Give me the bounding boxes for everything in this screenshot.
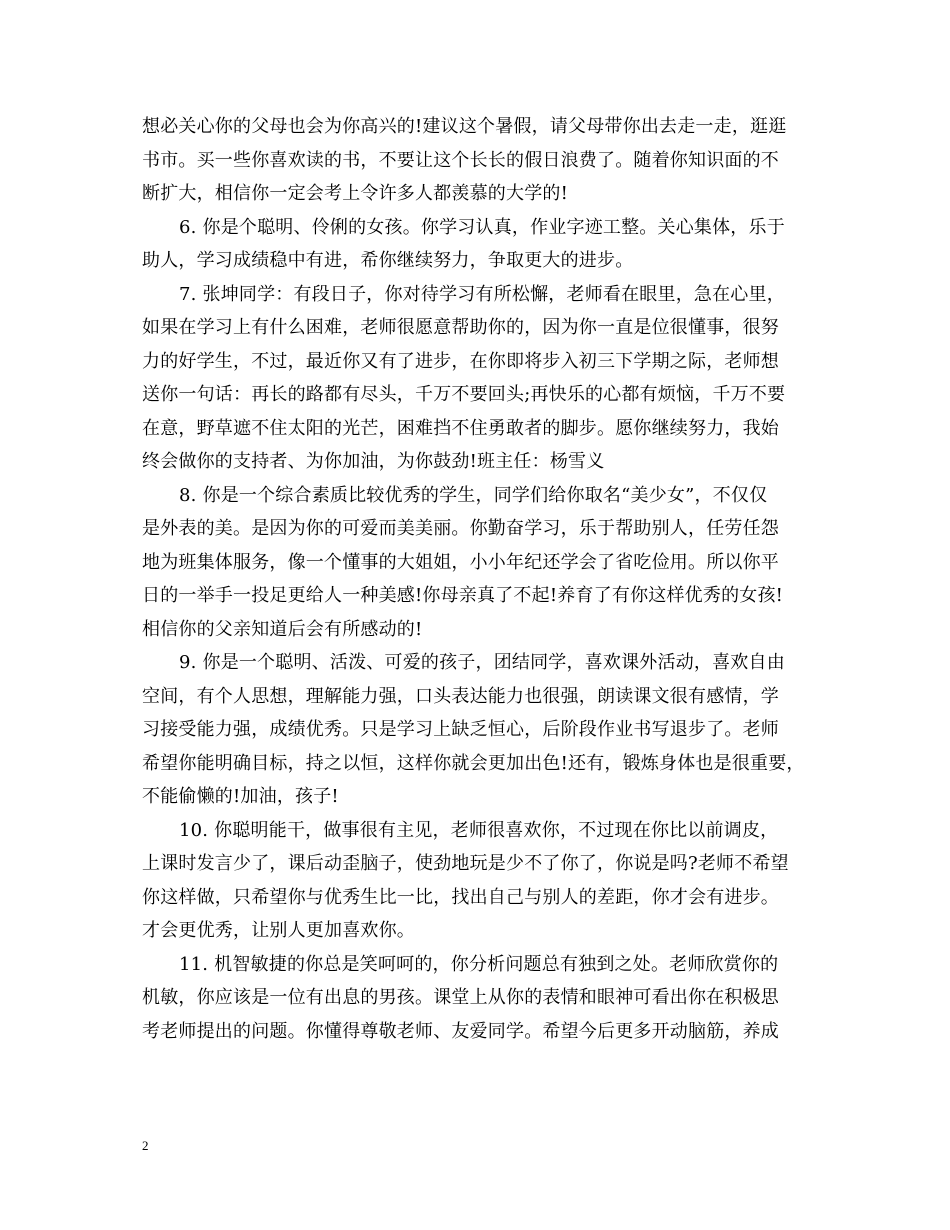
paragraph-start-line: 10. 你聪明能干，做事很有主见，老师很喜欢你，不过现在你比以前调皮， xyxy=(179,819,779,841)
text-line: 日的一举手一投足更给人一种美感!你母亲真了不起!养育了有你这样优秀的女孩! xyxy=(142,585,784,606)
text-line: 是外表的美。是因为你的可爱而美美丽。你勤奋学习，乐于帮助别人，任劳任怨 xyxy=(142,518,779,539)
paragraph-start-line: 9. 你是一个聪明、活泼、可爱的孩子，团结同学，喜欢课外活动，喜欢自由 xyxy=(179,652,785,673)
text-line: 断扩大，相信你一定会考上令许多人都羡慕的大学的! xyxy=(142,183,569,204)
text-line: 才会更优秀，让别人更加喜欢你。 xyxy=(142,920,415,941)
text-line: 如果在学习上有什么困难，老师很愿意帮助你的，因为你一直是位很懂事，很努 xyxy=(142,317,779,338)
text-line: 希望你能明确目标，持之以恒，这样你就会更加出色!还有，锻炼身体也是很重要， xyxy=(142,752,805,774)
text-line: 空间，有个人思想，理解能力强，口头表达能力也很强，朗读课文很有感情，学 xyxy=(142,685,779,707)
body-text xyxy=(142,110,822,1048)
text-line: 终会做你的支持者、为你加油，为你鼓劲!班主任：杨雪义 xyxy=(142,451,605,472)
paragraph-start-line: 7. 张坤同学：有段日子，你对待学习有所松懈，老师看在眼里，急在心里， xyxy=(179,283,785,305)
text-line: 地为班集体服务，像一个懂事的大姐姐，小小年纪还学会了省吃俭用。所以你平 xyxy=(142,551,779,573)
text-line: 书市。买一些你喜欢读的书，不要让这个长长的假日浪费了。随着你知识面的不 xyxy=(142,149,779,171)
text-line: 不能偷懒的!加油，孩子! xyxy=(142,786,339,807)
paragraph-start-line: 8. 你是一个综合素质比较优秀的学生，同学们给你取名“美少女”，不仅仅 xyxy=(179,484,768,506)
paragraph-start-line: 6. 你是个聪明、伶俐的女孩。你学习认真，作业字迹工整。关心集体，乐于 xyxy=(179,216,785,238)
paragraph-start-line: 11. 机智敏捷的你总是笑呵呵的，你分析问题总有独到之处。老师欣赏你的 xyxy=(179,953,779,975)
text-line: 机敏，你应该是一位有出息的男孩。课堂上从你的表情和眼神可看出你在积极思 xyxy=(142,987,779,1008)
text-line: 你这样做，只希望你与优秀生比一比，找出自己与别人的差距，你才会有进步。 xyxy=(142,886,779,908)
text-line: 考老师提出的问题。你懂得尊敬老师、友爱同学。希望今后更多开动脑筋，养成 xyxy=(142,1020,779,1042)
text-line: 助人，学习成绩稳中有进，希你继续努力，争取更大的进步。 xyxy=(142,250,634,271)
text-line: 想必关心你的父母也会为你高兴的!建议这个暑假，请父母带你出去走一走，逛逛 xyxy=(142,116,787,137)
text-line: 在意，野草遮不住太阳的光芒，困难挡不住勇敢者的脚步。愿你继续努力，我始 xyxy=(142,417,779,439)
text-line: 习接受能力强，成绩优秀。只是学习上缺乏恒心，后阶段作业书写退步了。老师 xyxy=(142,719,779,740)
text-line: 相信你的父亲知道后会有所感动的! xyxy=(142,618,423,640)
text-line: 力的好学生，不过，最近你又有了进步，在你即将步入初三下学期之际，老师想 xyxy=(142,350,779,372)
text-line: 上课时发言少了，课后动歪脑子，使劲地玩是少不了你了，你说是吗?老师不希望 xyxy=(142,853,789,874)
text-line: 送你一句话：再长的路都有尽头，千万不要回头;再快乐的心都有烦恼，千万不要 xyxy=(142,384,786,405)
page-number: 2 xyxy=(142,1138,149,1153)
